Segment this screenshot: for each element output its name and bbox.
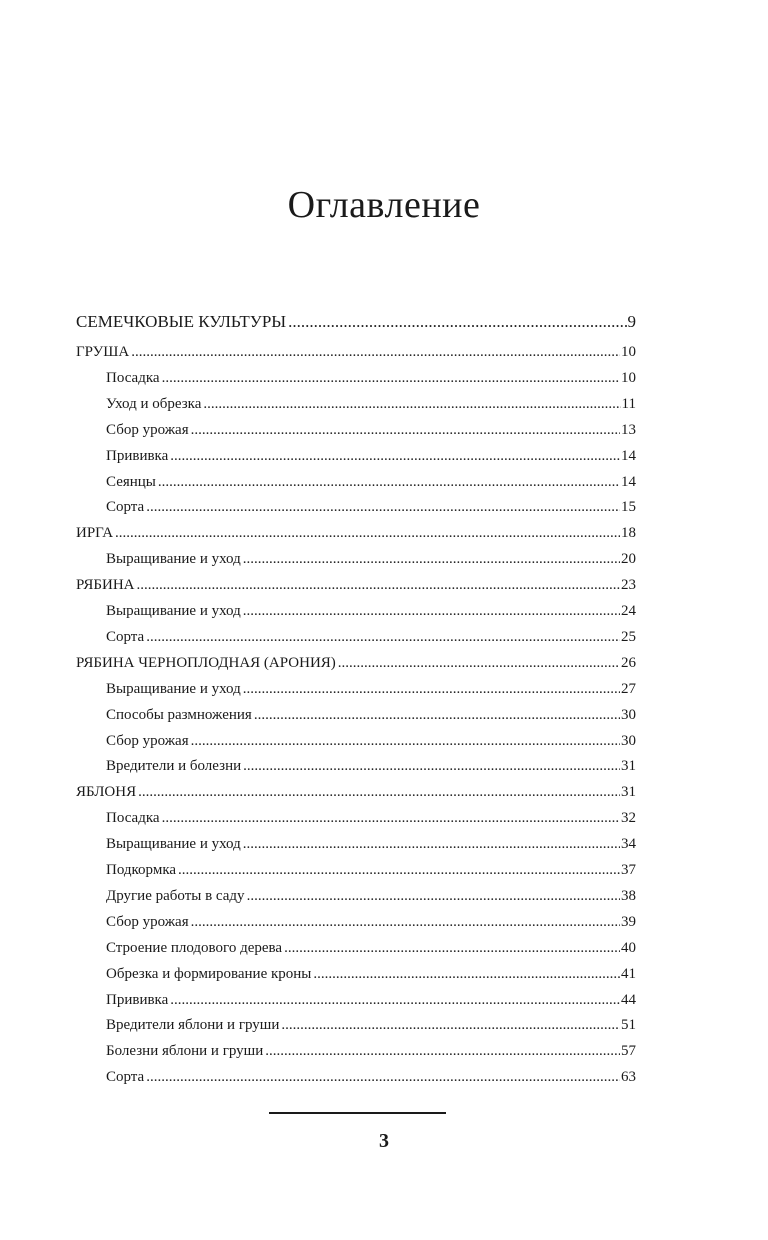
toc-leader-dots xyxy=(313,964,620,984)
toc-leader-dots xyxy=(170,990,620,1010)
toc-entry-page: 30 xyxy=(621,706,636,723)
toc-entry-page: 14 xyxy=(621,447,636,464)
toc-entry xyxy=(106,990,636,1010)
toc-entry-title: РЯБИНА xyxy=(76,577,135,594)
toc-entry-title: Строение плодового дерева xyxy=(106,939,283,956)
toc-leader-dots xyxy=(170,446,620,466)
toc-entry xyxy=(106,368,636,388)
toc-leader-dots xyxy=(158,472,620,492)
toc-entry-title: Вредители и болезни xyxy=(106,758,242,775)
toc-entry-title: Сбор урожая xyxy=(106,421,189,438)
footer-divider xyxy=(269,1112,446,1114)
toc-leader-dots xyxy=(131,342,620,362)
toc-leader-dots xyxy=(137,575,620,595)
toc-entry xyxy=(106,886,636,906)
toc-leader-dots xyxy=(247,886,620,906)
toc-leader-dots xyxy=(243,549,620,569)
toc-entry xyxy=(106,938,636,958)
toc-leader-dots xyxy=(162,808,620,828)
toc-entry-page: 18 xyxy=(621,525,636,542)
toc-entry-page: 11 xyxy=(621,395,636,412)
toc-entry xyxy=(106,808,636,828)
page-title: Оглавление xyxy=(287,184,481,227)
toc-entry xyxy=(76,523,636,543)
toc-leader-dots xyxy=(254,705,620,725)
toc-entry-page: 44 xyxy=(621,991,636,1008)
toc-entry-page: 34 xyxy=(621,836,636,853)
toc-entry xyxy=(106,1067,636,1087)
toc-entry-page: 25 xyxy=(621,628,636,645)
toc-entry-title: Уход и обрезка xyxy=(106,395,202,412)
toc-entry xyxy=(106,860,636,880)
toc-entry xyxy=(106,964,636,984)
toc-leader-dots xyxy=(191,420,620,440)
toc-entry-title: Сеянцы xyxy=(106,473,156,490)
toc-leader-dots xyxy=(146,1067,620,1087)
toc-leader-dots xyxy=(265,1041,620,1061)
toc-leader-dots xyxy=(281,1015,620,1035)
toc-entry xyxy=(76,575,636,595)
toc-entry-page: 63 xyxy=(621,1069,636,1086)
toc-leader-dots xyxy=(191,912,620,932)
toc-leader-dots xyxy=(146,627,620,647)
toc-leader-dots xyxy=(162,368,620,388)
toc-entry-page: 13 xyxy=(621,421,636,438)
toc-entry xyxy=(106,834,636,854)
toc-entry-title: Посадка xyxy=(106,810,160,827)
toc-entry-page: 14 xyxy=(621,473,636,490)
toc-entry-page: 40 xyxy=(621,939,636,956)
toc-leader-dots xyxy=(243,601,620,621)
toc-entry xyxy=(106,627,636,647)
toc-entry xyxy=(106,756,636,776)
toc-entry xyxy=(106,446,636,466)
toc-entry-page: 24 xyxy=(621,603,636,619)
toc-leader-dots xyxy=(288,312,626,332)
toc-entry xyxy=(106,1015,636,1035)
toc-leader-dots xyxy=(284,938,620,958)
toc-entry-page: 10 xyxy=(621,344,636,360)
toc-entry-page: 23 xyxy=(621,577,636,594)
toc-entry-page: 31 xyxy=(621,758,636,775)
toc-leader-dots xyxy=(178,860,620,880)
toc-entry-title: Сбор урожая xyxy=(106,913,189,930)
toc-entry-title: Другие работы в саду xyxy=(106,887,245,904)
toc-entry-title: Обрезка и формирование кроны xyxy=(106,965,312,982)
toc-leader-dots xyxy=(338,653,620,673)
toc-entry xyxy=(106,497,636,517)
toc-entry-page: 38 xyxy=(621,887,636,904)
toc-entry-title: Сорта xyxy=(106,499,145,516)
toc-entry-page: 27 xyxy=(621,680,636,697)
toc-entry-title: Болезни яблони и груши xyxy=(106,1043,264,1060)
toc-leader-dots xyxy=(243,679,620,699)
toc-entry-title: СЕМЕЧКОВЫЕ КУЛЬТУРЫ xyxy=(76,312,287,331)
toc-entry-page: 37 xyxy=(621,862,636,878)
toc-leader-dots xyxy=(146,497,620,517)
toc-entry-title: Выращивание и уход xyxy=(106,836,241,853)
toc-entry-page: 26 xyxy=(621,654,636,671)
toc-entry-title: Выращивание и уход xyxy=(106,551,241,568)
toc-leader-dots xyxy=(203,394,620,414)
toc-entry-title: Прививка xyxy=(106,991,169,1008)
toc-entry xyxy=(106,731,636,751)
toc-entry xyxy=(106,912,636,932)
toc-entry xyxy=(106,394,636,414)
toc-entry-page: 31 xyxy=(621,784,636,801)
toc-entry-page: 30 xyxy=(621,732,636,749)
toc-entry xyxy=(106,420,636,440)
toc-entry-title: ГРУША xyxy=(76,344,130,360)
toc-entry-page: 9 xyxy=(627,312,636,331)
toc-entry xyxy=(106,601,636,621)
toc-leader-dots xyxy=(243,756,620,776)
toc-leader-dots xyxy=(191,731,620,751)
toc-leader-dots xyxy=(115,523,620,543)
toc-entry-page: 57 xyxy=(621,1043,636,1060)
toc-entry-title: Вредители яблони и груши xyxy=(106,1017,280,1034)
page-number: 3 xyxy=(379,1130,389,1152)
toc-entry-title: Способы размножения xyxy=(106,706,252,723)
toc-entry-title: Выращивание и уход xyxy=(106,680,241,697)
toc-entry-page: 20 xyxy=(621,551,636,568)
toc-entry-page: 10 xyxy=(621,369,636,386)
toc-leader-dots xyxy=(243,834,620,854)
toc-entry-title: Сорта xyxy=(106,628,145,645)
toc-entry-title: РЯБИНА ЧЕРНОПЛОДНАЯ (АРОНИЯ) xyxy=(76,654,336,671)
toc-entry-page: 41 xyxy=(621,965,636,982)
toc-entry xyxy=(76,782,636,802)
toc-entry xyxy=(106,549,636,569)
toc-entry-page: 32 xyxy=(621,810,636,827)
toc-entry-title: ЯБЛОНЯ xyxy=(76,784,137,801)
toc-entry-title: Посадка xyxy=(106,369,160,386)
toc-entry xyxy=(106,1041,636,1061)
toc-entry xyxy=(106,472,636,492)
toc-leader-dots xyxy=(138,782,620,802)
toc-entry xyxy=(106,705,636,725)
toc-entry-title: ИРГА xyxy=(76,525,114,542)
toc-entry-title: Прививка xyxy=(106,447,169,464)
toc-entry-title: Подкормка xyxy=(106,862,177,878)
toc-entry xyxy=(106,679,636,699)
toc-entry-page: 15 xyxy=(621,499,636,516)
toc-entry-title: Выращивание и уход xyxy=(106,603,241,619)
toc-entry-page: 51 xyxy=(621,1017,636,1034)
toc-entry-page: 39 xyxy=(621,913,636,930)
toc-entry-title: Сорта xyxy=(106,1069,145,1086)
toc-entry xyxy=(76,653,636,673)
toc-entry xyxy=(76,342,636,362)
toc-entry xyxy=(76,312,636,332)
toc-entry-title: Сбор урожая xyxy=(106,732,189,749)
